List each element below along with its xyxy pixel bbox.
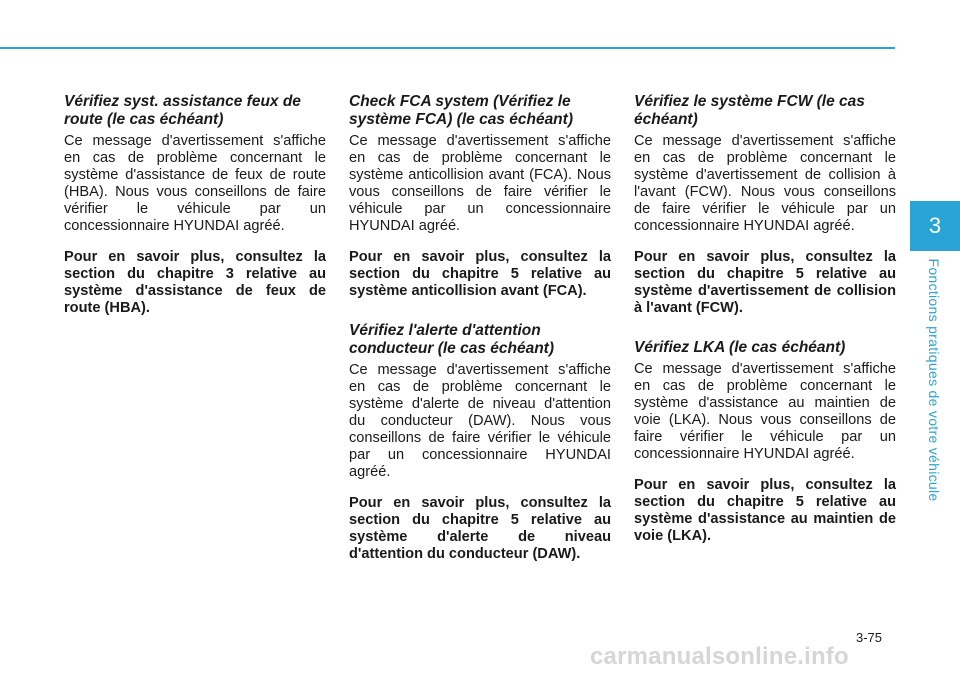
section-fca: [349, 93, 611, 300]
page-number: 3-75: [856, 630, 883, 645]
section-fcw: [634, 93, 896, 317]
watermark: carmanualsonline.info: [590, 643, 849, 670]
section-body: Ce message d'avertissement s'affiche en cas de problème concernant le système d'assistance au maintien de voie (LKA). Nous vous conseillons de faire vérifier le véhicule par un concessionnaire HYUNDAI agréé.: [634, 361, 896, 462]
section-heading: Vérifiez le système FCW (le cas échéant): [634, 93, 865, 128]
section-note: Pour en savoir plus, consultez la section du chapitre 3 relative au système d'assistance de feux de route (HBA).: [64, 249, 326, 316]
section-note: Pour en savoir plus, consultez la section du chapitre 5 relative au système d'avertissement de collision à l'avant (FCW).: [634, 249, 896, 316]
section-note: Pour en savoir plus, consultez la section du chapitre 5 relative au système d'assistance au maintien de voie (LKA).: [634, 477, 896, 544]
section-heading: Check FCA system (Vérifiez le système FCA) (le cas échéant): [349, 93, 573, 128]
chapter-tab: [910, 201, 960, 251]
header-rule: [0, 47, 895, 49]
section-heading: Vérifiez syst. assistance feux de route (le cas échéant): [64, 93, 301, 128]
section-lka: [634, 339, 896, 545]
section-daw: [349, 322, 611, 563]
column-right: [634, 93, 896, 567]
section-body: Ce message d'avertissement s'affiche en cas de problème concernant le système d'avertissement de collision à l'avant (FCW). Nous vous conseillons de faire vérifier le véhicule par un concessionnaire HYUNDAI agréé.: [634, 133, 896, 234]
section-body: Ce message d'avertissement s'affiche en cas de problème concernant le système d'alerte de niveau d'attention du conducteur (DAW). Nous vous conseillons de faire vérifier le véhicule par un concessionnaire HYUNDAI agréé.: [349, 362, 611, 480]
section-heading: Vérifiez l'alerte d'attention conducteur (le cas échéant): [349, 322, 555, 357]
section-body: Ce message d'avertissement s'affiche en cas de problème concernant le système anticollision avant (FCA). Nous vous conseillons de faire vérifier le véhicule par un concessionnaire HYUNDAI agréé.: [349, 133, 611, 234]
section-body: Ce message d'avertissement s'affiche en cas de problème concernant le système d'assistance de feux de route (HBA). Nous vous conseillons de faire vérifier le véhicule par un concessionnaire HYUNDAI agréé.: [64, 133, 326, 234]
column-middle: [349, 93, 611, 585]
section-hba: [64, 93, 326, 317]
chapter-number: 3: [928, 213, 942, 238]
section-note: Pour en savoir plus, consultez la section du chapitre 5 relative au système anticollision avant (FCA).: [349, 249, 611, 299]
section-heading: Vérifiez LKA (le cas échéant): [634, 339, 846, 356]
column-left: [64, 93, 326, 339]
section-note: Pour en savoir plus, consultez la section du chapitre 5 relative au système d'alerte de niveau d'attention du conducteur (DAW).: [349, 495, 611, 562]
chapter-title: Fonctions pratiques de votre véhicule: [926, 258, 942, 502]
